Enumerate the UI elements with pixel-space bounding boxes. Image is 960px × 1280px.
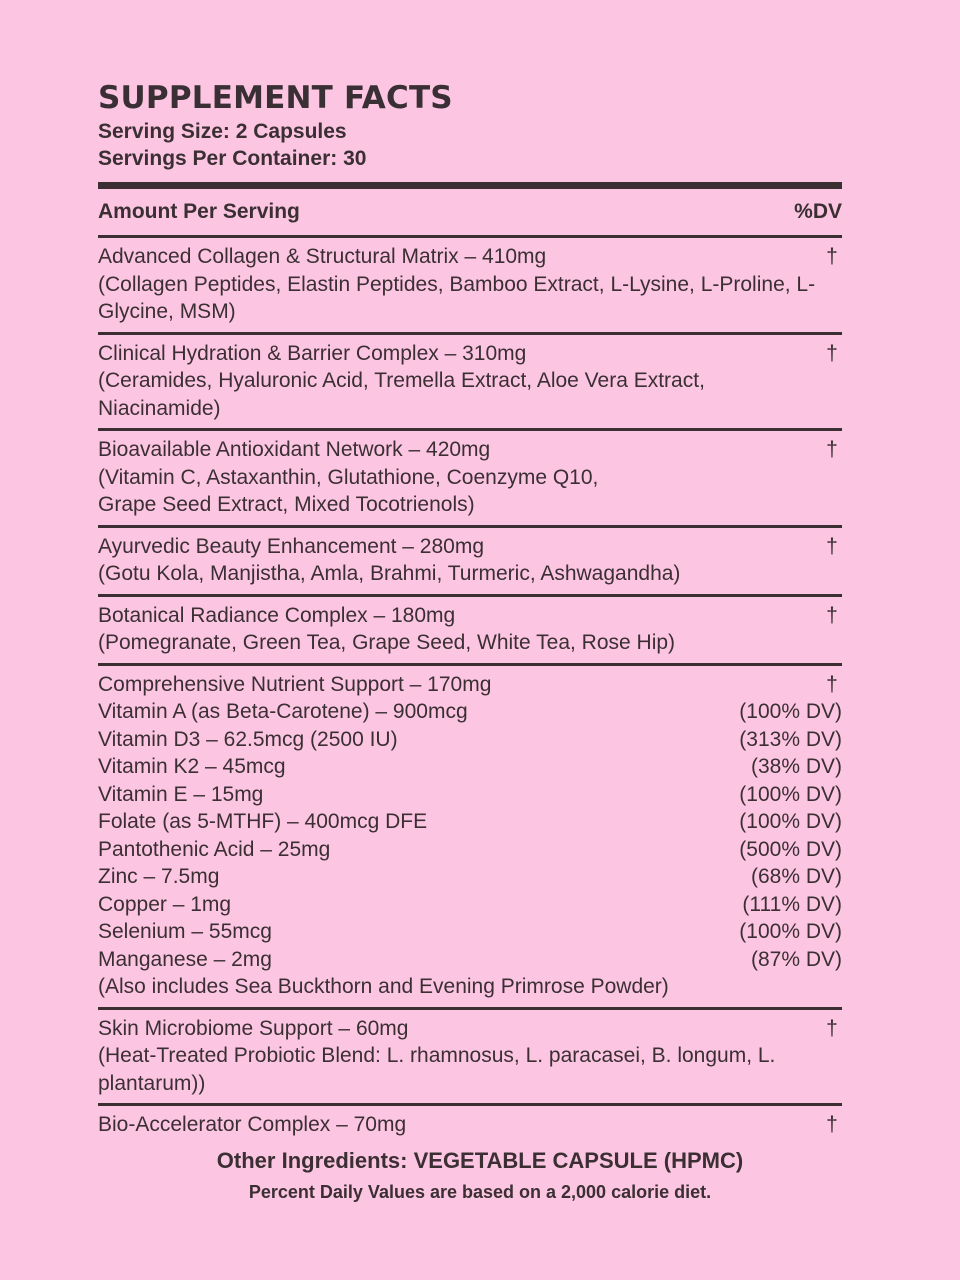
- nutrient-dv: (100% DV): [739, 920, 842, 943]
- dagger-mark: †: [826, 534, 838, 558]
- section-name: Comprehensive Nutrient Support – 170mg: [98, 672, 492, 696]
- nutrient-row: [98, 808, 842, 836]
- daily-value-footnote: Percent Daily Values are based on a 2,000 calorie diet.: [248, 1182, 712, 1202]
- ingredient-section: [98, 1106, 842, 1145]
- nutrient-name: Vitamin D3 – 62.5mcg (2500 IU): [98, 727, 398, 751]
- supplement-facts-panel: [98, 78, 842, 1145]
- dagger-mark: †: [826, 603, 838, 627]
- ingredient-section: [98, 528, 842, 594]
- nutrient-dv: (500% DV): [739, 837, 842, 861]
- nutrient-row: [98, 781, 842, 809]
- nutrient-row: [98, 726, 842, 754]
- nutrient-dv: (87% DV): [750, 947, 842, 971]
- page-title: SUPPLEMENT FACTS: [98, 80, 453, 116]
- section-name: Clinical Hydration & Barrier Complex – 310mg: [98, 341, 527, 365]
- nutrient-row: [98, 863, 842, 891]
- nutrient-name: Vitamin A (as Beta-Carotene) – 900mcg: [98, 700, 468, 723]
- nutrient-dv: (313% DV): [739, 727, 842, 751]
- ingredient-section: [98, 431, 842, 525]
- dagger-mark: †: [826, 438, 838, 461]
- nutrient-dv: (100% DV): [739, 782, 842, 806]
- nutrient-row: [98, 946, 842, 974]
- dagger-mark: †: [826, 672, 838, 696]
- nutrient-dv: (100% DV): [739, 700, 842, 723]
- section-details: (Ceramides, Hyaluronic Acid, Tremella Extract, Aloe Vera Extract, Niacinamide): [98, 369, 705, 420]
- nutrient-name: Pantothenic Acid – 25mg: [98, 837, 331, 861]
- nutrient-row: [98, 918, 842, 946]
- section-details: (Heat-Treated Probiotic Blend: L. rhamnosus, L. paracasei, B. longum, L. plantarum)): [98, 1044, 776, 1095]
- nutrient-row: [98, 891, 842, 919]
- servings-per-container: Servings Per Container: 30: [98, 147, 367, 170]
- section-name: Bio-Accelerator Complex – 70mg: [98, 1113, 407, 1136]
- ingredient-section: [98, 238, 842, 332]
- serving-size: Serving Size: 2 Capsules: [98, 120, 347, 143]
- section-details: (Collagen Peptides, Elastin Peptides, Bamboo Extract, L-Lysine, L-Proline, L-Glycine, MSM): [98, 272, 816, 323]
- section-details: (Vitamin C, Astaxanthin, Glutathione, Coenzyme Q10, Grape Seed Extract, Mixed Tocotrienols): [98, 465, 599, 516]
- nutrient-dv: (111% DV): [742, 892, 842, 916]
- section-name: Advanced Collagen & Structural Matrix – 410mg: [98, 245, 547, 268]
- section-name: Ayurvedic Beauty Enhancement – 280mg: [98, 534, 485, 558]
- nutrient-name: Manganese – 2mg: [98, 947, 272, 971]
- ingredient-section: [98, 335, 842, 429]
- dagger-mark: †: [826, 1113, 838, 1136]
- dagger-mark: †: [826, 1016, 838, 1040]
- dagger-mark: †: [826, 245, 838, 268]
- section-name: Bioavailable Antioxidant Network – 420mg: [98, 438, 491, 461]
- nutrient-name: Selenium – 55mcg: [98, 920, 272, 943]
- nutrient-name: Folate (as 5-MTHF) – 400mcg DFE: [98, 810, 428, 833]
- section-name: Botanical Radiance Complex – 180mg: [98, 603, 456, 627]
- nutrient-name: Copper – 1mg: [98, 892, 232, 916]
- section-details: (Gotu Kola, Manjistha, Amla, Brahmi, Turmeric, Ashwagandha): [98, 562, 681, 585]
- nutrient-name: Vitamin E – 15mg: [98, 782, 264, 806]
- ingredient-section: [98, 597, 842, 663]
- thick-divider: [98, 182, 842, 189]
- nutrient-dv: (68% DV): [750, 865, 842, 888]
- nutrient-row: [98, 753, 842, 781]
- section-details: (Also includes Sea Buckthorn and Evening Primrose Powder): [98, 975, 669, 998]
- amount-header: [98, 189, 842, 235]
- section-details: (Pomegranate, Green Tea, Grape Seed, White Tea, Rose Hip): [98, 631, 676, 654]
- section-name: Skin Microbiome Support – 60mg: [98, 1016, 409, 1040]
- dv-header-label: %DV: [794, 200, 842, 223]
- nutrient-row: [98, 698, 842, 726]
- ingredient-section: [98, 666, 842, 1007]
- amount-per-serving-label: Amount Per Serving: [98, 200, 300, 223]
- nutrient-name: Zinc – 7.5mg: [98, 865, 220, 888]
- nutrient-name: Vitamin K2 – 45mcg: [98, 755, 286, 778]
- ingredient-section: [98, 1010, 842, 1104]
- other-ingredients: Other Ingredients: VEGETABLE CAPSULE (HPMC): [216, 1148, 744, 1173]
- dagger-mark: †: [826, 341, 838, 365]
- nutrient-dv: (38% DV): [750, 755, 842, 778]
- nutrient-row: [98, 836, 842, 864]
- nutrient-dv: (100% DV): [739, 810, 842, 833]
